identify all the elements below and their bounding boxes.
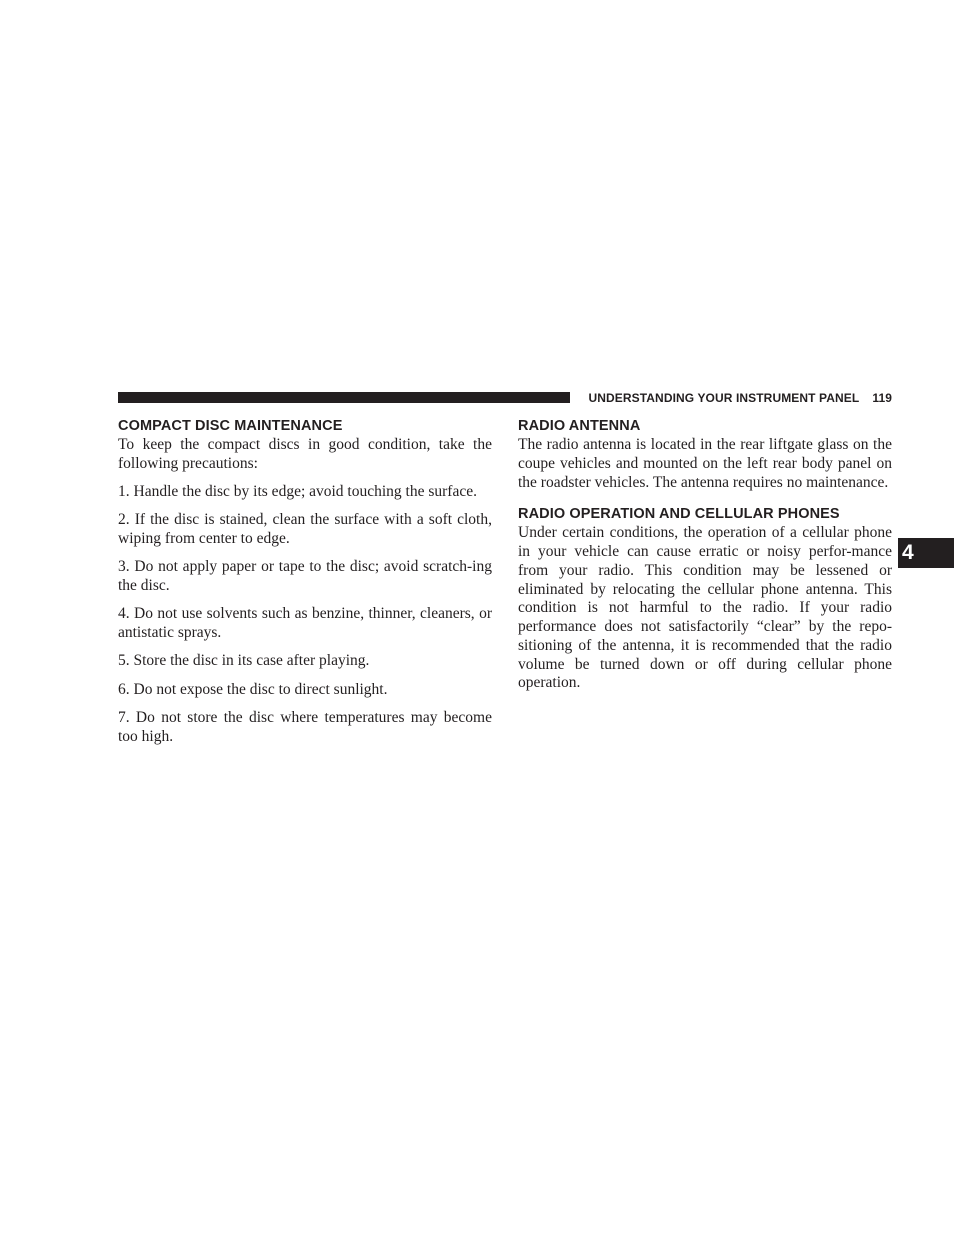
header-rule: [118, 392, 570, 403]
radio-antenna-body: The radio antenna is located in the rear liftgate glass on the coupe vehicles and mounted on the left rear body panel on the roadster vehicles. The antenna requires no maintenance.: [518, 436, 892, 491]
intro-paragraph: To keep the compact discs in good condition, take the following precautions:: [118, 436, 492, 472]
radio-antenna-heading: RADIO ANTENNA: [518, 418, 641, 434]
cellular-phones-body: Under certain conditions, the operation of a cellular phone in your vehicle can cause erratic or noisy perfor-mance from your radio. This condition may be lessened or eliminated by relocating the cellular phone antenna. This condition is not harmful to the radio. If your radio performance does not satisfactorily “clear” by the repo-sitioning of the antenna, it is recommended that the radio volume be turned down or off during cellular phone operation.: [518, 524, 892, 692]
list-item: 1. Handle the disc by its edge; avoid touching the surface.: [118, 483, 477, 500]
running-header: [576, 390, 892, 406]
list-item: 3. Do not apply paper or tape to the disc; avoid scratch-ing the disc.: [118, 558, 492, 594]
list-item: 2. If the disc is stained, clean the surface with a soft cloth, wiping from center to edge.: [118, 511, 492, 547]
compact-disc-heading: COMPACT DISC MAINTENANCE: [118, 418, 343, 434]
list-item: 6. Do not expose the disc to direct sunlight.: [118, 680, 388, 698]
right-column: [518, 417, 892, 693]
section-title: UNDERSTANDING YOUR INSTRUMENT PANEL: [588, 391, 860, 405]
left-column: [118, 417, 492, 746]
list-item: 5. Store the disc in its case after playing.: [118, 652, 370, 670]
list-item: 7. Do not store the disc where temperatures may become too high.: [118, 708, 492, 745]
page-number: 119: [872, 391, 892, 405]
chapter-tab: 4: [898, 538, 954, 568]
cellular-phones-heading: RADIO OPERATION AND CELLULAR PHONES: [518, 506, 840, 523]
list-item: 4. Do not use solvents such as benzine, thinner, cleaners, or antistatic sprays.: [118, 605, 492, 641]
